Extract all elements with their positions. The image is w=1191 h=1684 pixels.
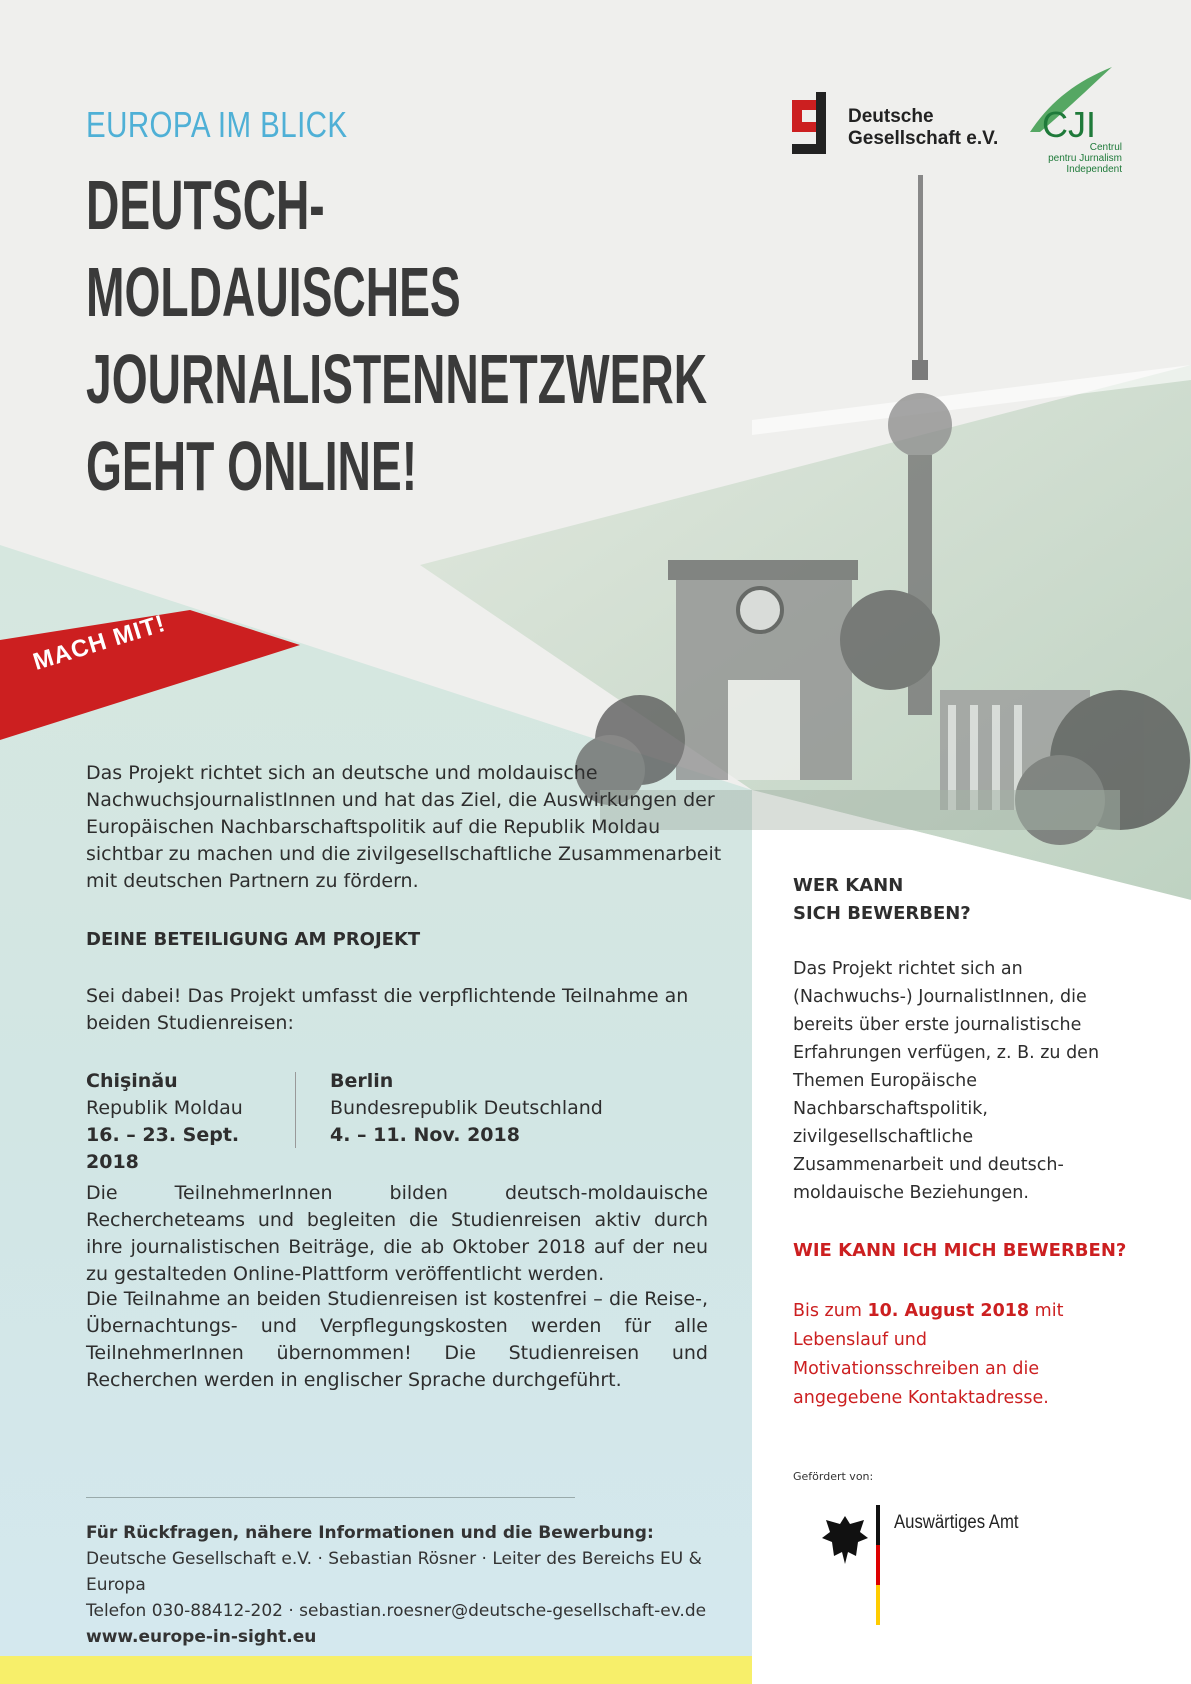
costs-paragraph: Die Teilnahme an beiden Studienreisen ist kostenfrei – die Reise-, Übernachtungs- und Verpflegungskosten werden für alle TeilnehmerInnen übernommen! Die Studienreisen und Recherchen werden in englischer Sprache durchgeführt. [86,1288,708,1391]
participation-text: Sei dabei! Das Projekt umfasst die verpflichtende Teilnahme an beiden Studienreisen: [86,985,689,1034]
contact-block [86,1520,726,1650]
mach-mit-label: MACH MIT! [30,609,169,676]
how-heading: WIE KANN ICH MICH BEWERBEN? [793,1240,1127,1261]
who-heading [793,872,1093,928]
participation-heading: DEINE BETEILIGUNG AM PROJEKT [86,929,421,950]
funding-label: Gefördert von: [793,1470,874,1483]
contact-line1: Deutsche Gesellschaft e.V. · Sebastian Rösner · Leiter des Bereichs EU & Europa [86,1549,702,1595]
cji-line2: pentru Jurnalism [1048,153,1122,164]
headline-line: MOLDAUISCHES [86,253,461,331]
trip-country: Bundesrepublik Deutschland [330,1097,603,1119]
how-pre: Bis zum [793,1301,868,1321]
how-text [793,1297,1113,1413]
kicker: EUROPA IM BLICK [86,104,348,145]
teams-paragraph: Die TeilnehmerInnen bilden deutsch-moldauische Rechercheteams und begleiten die Studienreisen aktiv durch ihre journalistischen Beiträge, die ab Oktober 2018 auf der neu zu gestalteden Online-Plattform veröffentlicht werden. [86,1182,708,1285]
contact-heading: Für Rückfragen, nähere Informationen und die Bewerbung: [86,1523,654,1543]
trip-city: Chişinău [86,1070,178,1092]
cji-line1: Centrul [1089,142,1122,153]
intro-paragraph: Das Projekt richtet sich an deutsche und moldauische NachwuchsjournalistInnen und hat das Ziel, die Auswirkungen der Europäischen Nachbarschaftspolitik auf die Republik Moldau sichtbar zu machen und die zivilgesellschaftliche Zusammenarbeit mit deutschen Partnern zu fördern. [86,762,722,892]
headline-line: JOURNALISTENNETZWERK [86,340,708,418]
trip-city: Berlin [330,1070,394,1092]
who-text: Das Projekt richtet sich an (Nachwuchs-) JournalistInnen, die bereits über erste journalistische Erfahrungen verfügen, z. B. zu den Themen Europäische Nachbarschaftspolitik, zivilgesellschaftliche Zusammenarbeit und deutsch-moldauische Beziehungen. [793,959,1100,1203]
dg-logo-icon [792,92,842,164]
how-deadline: 10. August 2018 [867,1301,1030,1321]
federal-eagle-icon [820,1512,870,1568]
trip-country: Republik Moldau [86,1097,243,1119]
flag-stripe [876,1505,880,1625]
trip-divider [295,1072,296,1148]
who-heading-line2: SICH BEWERBEN? [793,903,971,924]
how-post: mit Lebenslauf und Motivationsschreiben an die angegebene Kontaktadresse. [793,1301,1064,1408]
dg-logo-line1: Deutsche [848,106,934,127]
deutsche-gesellschaft-logo [792,92,1007,164]
trip-berlin [330,1068,690,1149]
headline-line: GEHT ONLINE! [86,427,418,505]
cji-logo [1010,62,1130,182]
trip-dates: 16. – 23. Sept. 2018 [86,1124,240,1173]
headline-line: DEUTSCH- [86,166,325,244]
footer-yellow-bar [0,1656,752,1684]
who-heading-line1: WER KANN [793,875,904,896]
cji-mark-text: CJI [1042,104,1096,142]
dg-logo-line2: Gesellschaft e.V. [848,128,999,149]
trip-chisinau [86,1068,286,1176]
contact-line2[interactable]: Telefon 030-88412-202 · sebastian.roesner@deutsche-gesellschaft-ev.de [86,1601,707,1621]
trip-dates: 4. – 11. Nov. 2018 [330,1124,520,1146]
cji-feather-icon [1020,62,1120,142]
cji-line3: Independent [1066,164,1122,175]
footer-divider [86,1497,575,1498]
funder-name: Auswärtiges Amt [894,1512,1019,1533]
headline [86,162,707,510]
website-link[interactable]: www.europe-in-sight.eu [86,1627,317,1647]
